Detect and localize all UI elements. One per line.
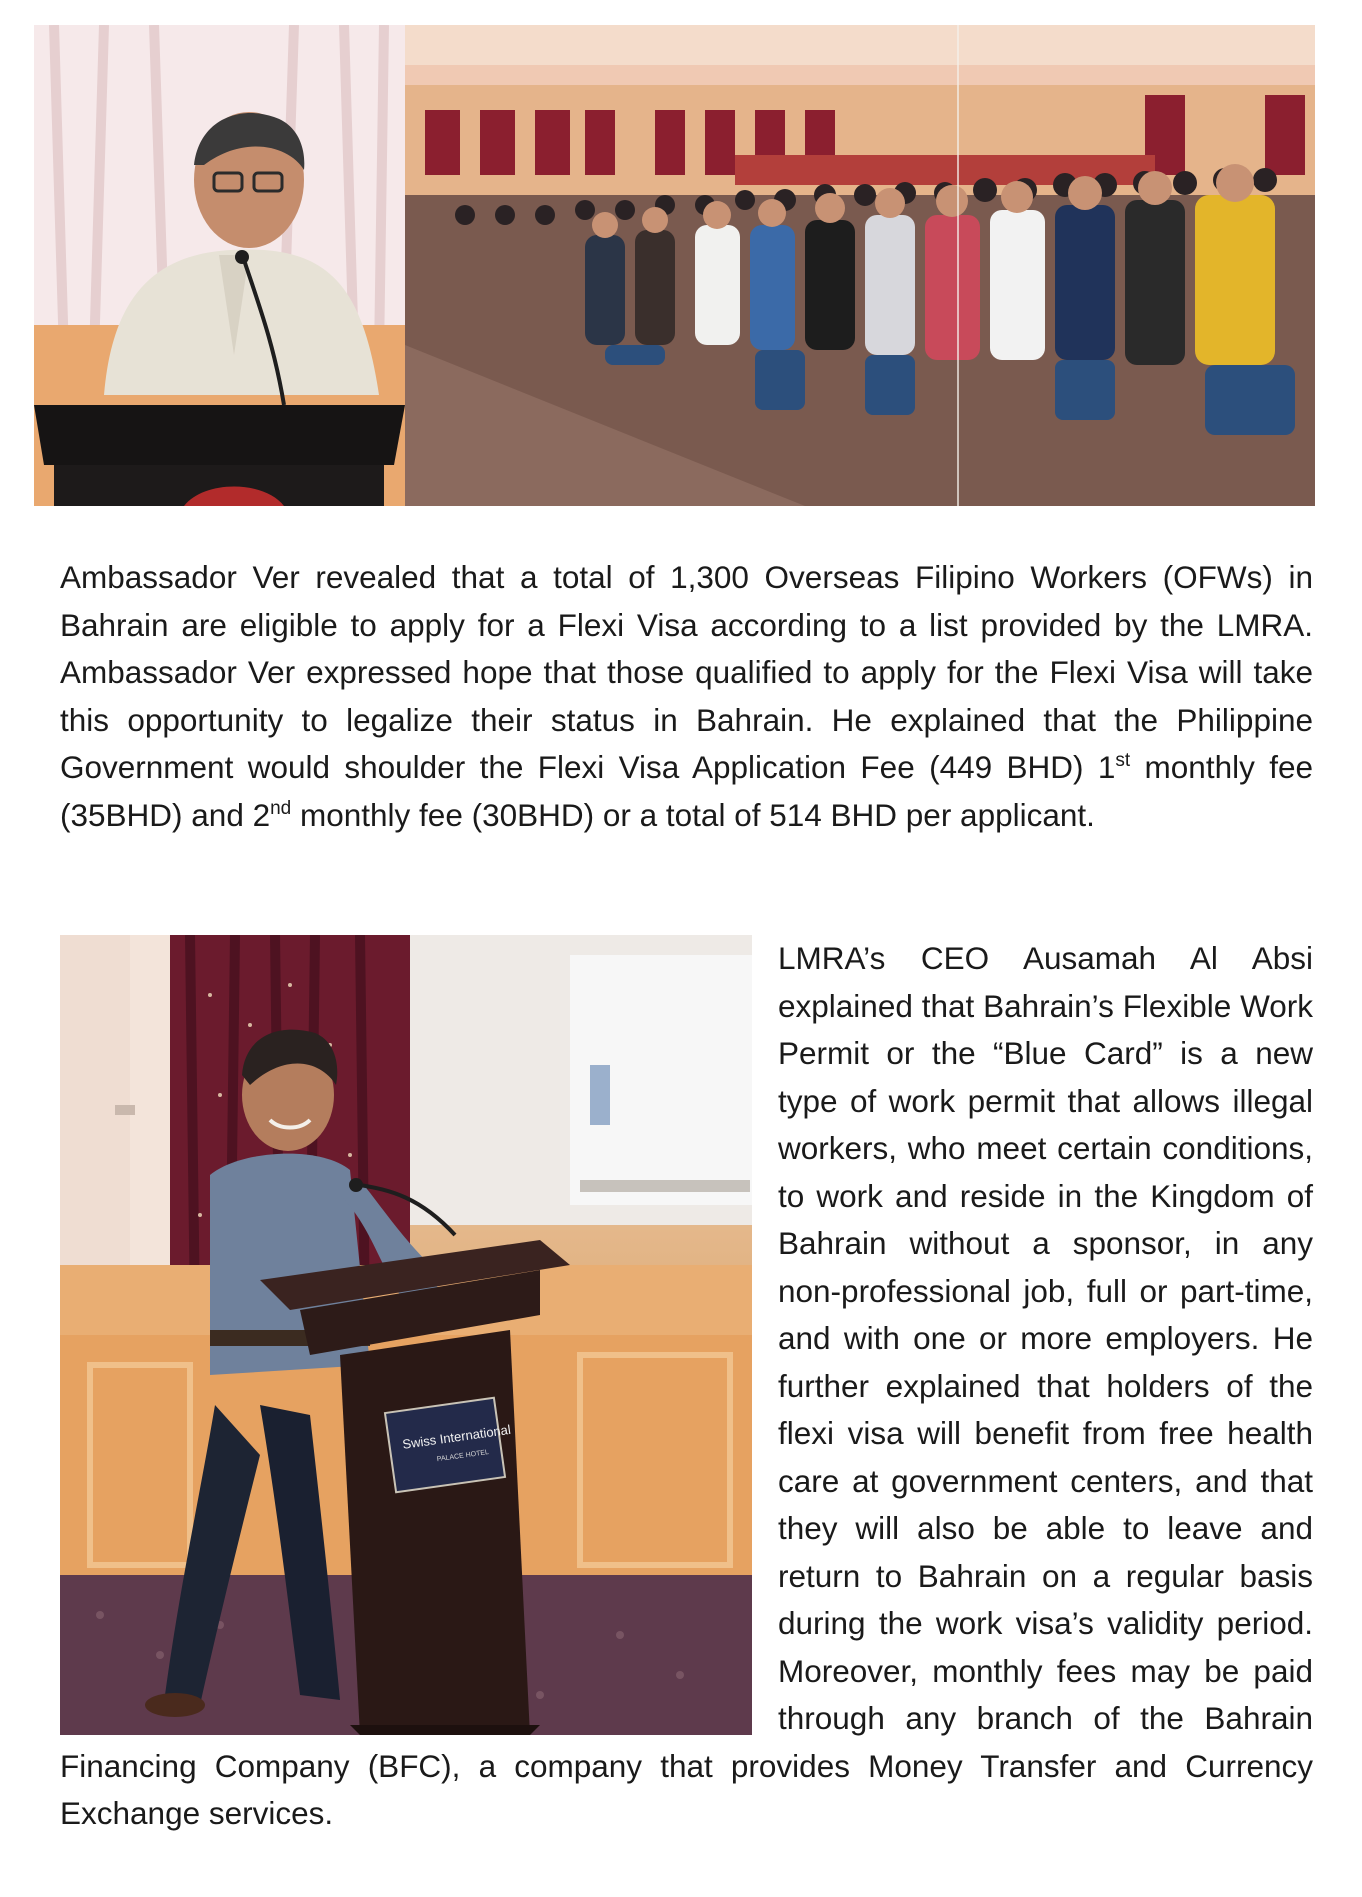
paragraph-ambassador-remarks bbox=[60, 554, 1313, 839]
para2-text: LMRA’s CEO Ausamah Al Absi explained that Bahrain’s Flexible Work Permit or the “Blue Card” is a new type of work permit that allows illegal workers, who meet certain conditions, to work and reside in the Kingdom of Bahrain without a sponsor, in any non-professional job, full or part-time, and with one or more employers. He further explained that holders of the flexi visa will benefit from free health care at government centers, and that they will also be able to leave and return to Bahrain on a regular basis during the work visa’s validity period. Moreover, monthly fees may be paid through any branch of the Bahrain Financing Company (BFC), a company that provides Money Transfer and Currency Exchange services. bbox=[60, 940, 1313, 1831]
superscript-st: st bbox=[1115, 750, 1131, 771]
photo-wrap-spacer bbox=[60, 935, 778, 1735]
para1-text-b: monthly fee (35BHD) and 2 bbox=[60, 749, 1314, 833]
ambassador-illustration bbox=[34, 25, 405, 506]
para1-text-a: Ambassador Ver revealed that a total of 1,300 Overseas Filipino Workers (OFWs) in Bahrain are eligible to apply for a Flexi Visa according to a list provided by the LMRA. Ambassador Ver expressed hope that those qualified to apply for the Flexi Visa will take this opportunity to legalize their status in Bahrain. He explained that the Philippine Government would shoulder the Flexi Visa Application Fee (449 BHD) 1 bbox=[60, 559, 1313, 785]
audience-photo bbox=[405, 25, 1315, 506]
para1-text-c: monthly fee (30BHD) or a total of 514 BHD per applicant. bbox=[291, 796, 1095, 833]
audience-illustration bbox=[405, 25, 1315, 506]
superscript-nd: nd bbox=[270, 797, 292, 819]
ambassador-photo bbox=[34, 25, 405, 506]
podium-sign-brand: Swiss International bbox=[401, 1421, 512, 1452]
podium-sign-sub: PALACE HOTEL bbox=[436, 1449, 490, 1464]
paragraph-lmra-ceo-remarks bbox=[60, 935, 1313, 1838]
